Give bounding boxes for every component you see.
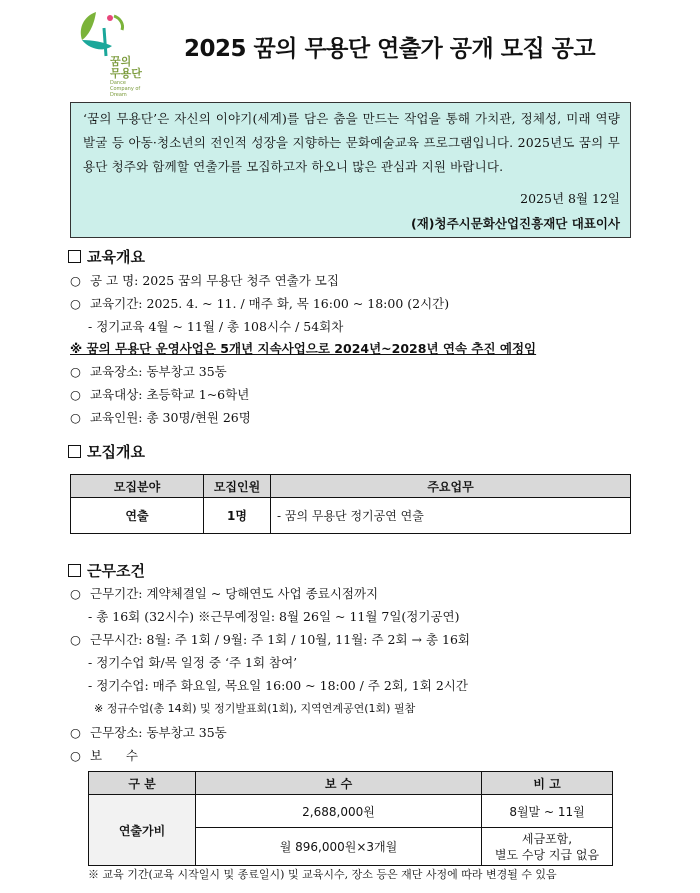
section-heading-text: 모집개요: [87, 443, 145, 461]
table-header-row: [71, 475, 631, 498]
section-work-heading: [68, 560, 145, 581]
list-item: [70, 584, 378, 602]
list-item: [70, 362, 227, 380]
table-cell: 연출: [71, 498, 204, 534]
list-item-text: - 총 16회 (32시수) ※근무예정일: 8월 26일 ~ 11월 7일(정기공연): [88, 609, 460, 624]
list-item-text: 보 수: [90, 748, 138, 763]
circle-bullet-icon: ○: [70, 273, 81, 288]
recruit-table: [70, 474, 631, 534]
bold-note: ※ 꿈의 무용단 운영사업은 5개년 지속사업으로 2024년~2028년 연속 추진 예정임: [70, 341, 537, 356]
list-subitem: [88, 676, 468, 694]
list-item: [70, 746, 138, 764]
list-item-text: - 정기수업: 매주 화요일, 목요일 16:00 ~ 18:00 / 주 2회, 1회 2시간: [88, 678, 468, 693]
list-item-text: 공 고 명: 2025 꿈의 무용단 청주 연출가 모집: [90, 273, 339, 288]
table-header-cell: 주요업무: [271, 475, 631, 498]
table-cell: 1명: [204, 498, 271, 534]
logo-name: 꿈의 무용단: [110, 55, 142, 80]
table-header-cell: 보 수: [196, 772, 482, 795]
list-subitem: [88, 653, 297, 671]
table-cell: 8월말 ~ 11월: [482, 795, 613, 828]
intro-signature: (재)청주시문화산업진흥재단 대표이사: [411, 216, 620, 231]
list-item-text: - 정기수업 화/목 일정 중 ‘주 1회 참여’: [88, 655, 298, 670]
pay-table: [88, 771, 613, 866]
section-heading-text: 근무조건: [87, 562, 145, 580]
table-cell: 월 896,000원×3개월: [196, 828, 482, 866]
circle-bullet-icon: ○: [70, 586, 81, 601]
list-item-text: 교육장소: 동부창고 35동: [90, 364, 227, 379]
table-header-cell: 구 분: [89, 772, 196, 795]
section-heading-text: 교육개요: [87, 248, 145, 266]
section-recruit-heading: [68, 441, 145, 462]
table-header-row: [89, 772, 613, 795]
list-item: [70, 408, 251, 426]
table-header-cell: 비 고: [482, 772, 613, 795]
table-header-cell: 모집인원: [204, 475, 271, 498]
intro-text: ‘꿈의 무용단’은 자신의 이야기(세계)를 담은 춤을 만드는 작업을 통해 가치관, 정체성, 미래 역량 발굴 등 아동·청소년의 전인적 성장을 지향하는 문화예술교육 프로그램입니다. 2025년도 꿈의 무용단 청주와 함께할 연출가를 모집하고자 하오니 많은 관심과 지원 바랍니다.: [83, 111, 620, 174]
page-title: 2025 꿈의 무용단 연출가 공개 모집 공고: [184, 36, 596, 62]
section-education-heading: [68, 246, 145, 267]
table-cell: - 꿈의 무용단 정기공연 연출: [271, 498, 631, 534]
table-header-cell: 모집분야: [71, 475, 204, 498]
intro-date: 2025년 8월 12일: [520, 191, 620, 206]
table-cell: 세금포함, 별도 수당 지급 없음: [482, 828, 613, 866]
note-text: ※ 정규수업(총 14회) 및 정기발표회(1회), 지역연계공연(1회) 필참: [94, 702, 416, 715]
list-item-text: 교육기간: 2025. 4. ~ 11. / 매주 화, 목 16:00 ~ 18:00 (2시간): [90, 296, 450, 311]
list-item: [70, 630, 470, 648]
circle-bullet-icon: ○: [70, 725, 81, 740]
circle-bullet-icon: ○: [70, 748, 81, 763]
square-bullet-icon: [68, 250, 81, 263]
circle-bullet-icon: ○: [70, 387, 81, 402]
table-cell: 2,688,000원: [196, 795, 482, 828]
list-subitem: [88, 607, 459, 625]
list-item: [70, 294, 449, 312]
list-item: [70, 723, 227, 741]
circle-bullet-icon: ○: [70, 364, 81, 379]
list-item: [70, 271, 339, 289]
table-row: [71, 498, 631, 534]
footnote: ※ 교육 기간(교육 시작일시 및 종료일시) 및 교육시수, 장소 등은 재단 사정에 따라 변경될 수 있음: [88, 868, 557, 881]
table-row: [89, 795, 613, 828]
table-cell: 연출가비: [89, 795, 196, 866]
list-subitem: [88, 317, 343, 335]
list-item-text: - 정기교육 4월 ~ 11월 / 총 108시수 / 54회차: [88, 319, 344, 334]
intro-box: [70, 102, 631, 238]
circle-bullet-icon: ○: [70, 296, 81, 311]
list-item-text: 교육대상: 초등학교 1~6학년: [90, 387, 250, 402]
square-bullet-icon: [68, 445, 81, 458]
list-item-text: 근무장소: 동부창고 35동: [90, 725, 227, 740]
circle-bullet-icon: ○: [70, 632, 81, 647]
list-item-text: 근무기간: 계약체결일 ~ 당해연도 사업 종료시점까지: [90, 586, 379, 601]
list-item-text: 근무시간: 8월: 주 1회 / 9월: 주 1회 / 10월, 11월: 주 2회 → 총 16회: [90, 632, 470, 647]
circle-bullet-icon: ○: [70, 410, 81, 425]
note: [94, 700, 415, 716]
logo-subtitle: Dance Company of Dream: [110, 80, 141, 98]
list-item-text: 교육인원: 총 30명/현원 26명: [90, 410, 251, 425]
square-bullet-icon: [68, 564, 81, 577]
list-item: [70, 385, 249, 403]
